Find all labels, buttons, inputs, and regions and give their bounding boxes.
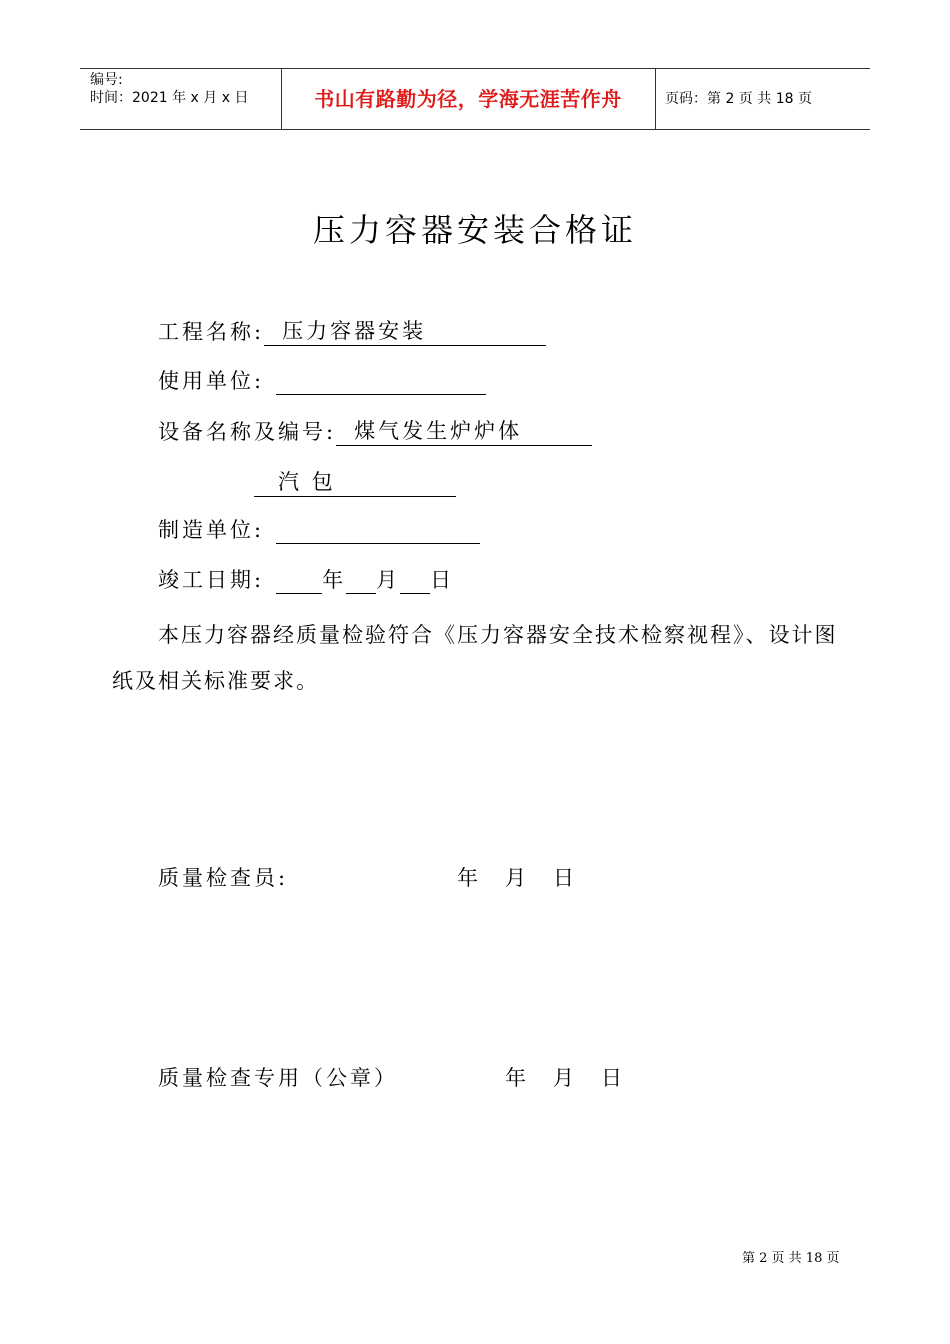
inspector-label: 质量检查员: bbox=[158, 866, 289, 890]
project-name-value: 压力容器安装 bbox=[264, 315, 546, 346]
equipment-row bbox=[158, 415, 592, 446]
page-footer: 第 2 页 共 18 页 bbox=[742, 1251, 840, 1266]
user-unit-blank bbox=[276, 370, 486, 395]
document-title: 压力容器安装合格证 bbox=[312, 211, 637, 249]
project-name-label: 工程名称: bbox=[158, 320, 265, 344]
equipment-row-2 bbox=[254, 466, 456, 497]
seal-date: 年 月 日 bbox=[505, 1066, 625, 1090]
manufacturer-row bbox=[158, 514, 480, 544]
manufacturer-label: 制造单位: bbox=[158, 518, 265, 542]
project-name-row bbox=[158, 315, 546, 346]
completion-date-label: 竣工日期: bbox=[158, 568, 265, 592]
document-header bbox=[80, 68, 870, 130]
seal-label: 质量检查专用（公章） bbox=[158, 1066, 398, 1090]
header-motto: 书山有路勤为径，学海无涯苦作舟 bbox=[314, 87, 622, 111]
user-unit-label: 使用单位: bbox=[158, 369, 265, 393]
header-meta bbox=[90, 71, 248, 107]
completion-month-unit: 月 bbox=[376, 568, 401, 592]
equipment-value-2: 汽 包 bbox=[254, 466, 456, 497]
header-code-label: 编号: bbox=[90, 72, 123, 88]
equipment-value-1: 煤气发生炉炉体 bbox=[336, 415, 592, 446]
header-time: 时间：2021 年 x 月 x 日 bbox=[90, 90, 249, 106]
completion-year-blank bbox=[276, 569, 322, 594]
header-divider bbox=[655, 69, 656, 129]
completion-day-unit: 日 bbox=[430, 568, 455, 592]
equipment-label: 设备名称及编号: bbox=[158, 420, 337, 444]
compliance-statement: 本压力容器经质量检验符合《压力容器安全技术检察视程》、设计图纸及相关标准要求。 bbox=[112, 623, 838, 693]
completion-date-row bbox=[158, 564, 454, 594]
completion-day-blank bbox=[400, 569, 430, 594]
completion-year-unit: 年 bbox=[322, 568, 347, 592]
user-unit-row bbox=[158, 365, 486, 395]
completion-month-blank bbox=[346, 569, 376, 594]
header-page-info: 页码：第 2 页 共 18 页 bbox=[665, 91, 812, 107]
manufacturer-blank bbox=[276, 519, 480, 544]
inspector-date: 年 月 日 bbox=[457, 866, 577, 890]
